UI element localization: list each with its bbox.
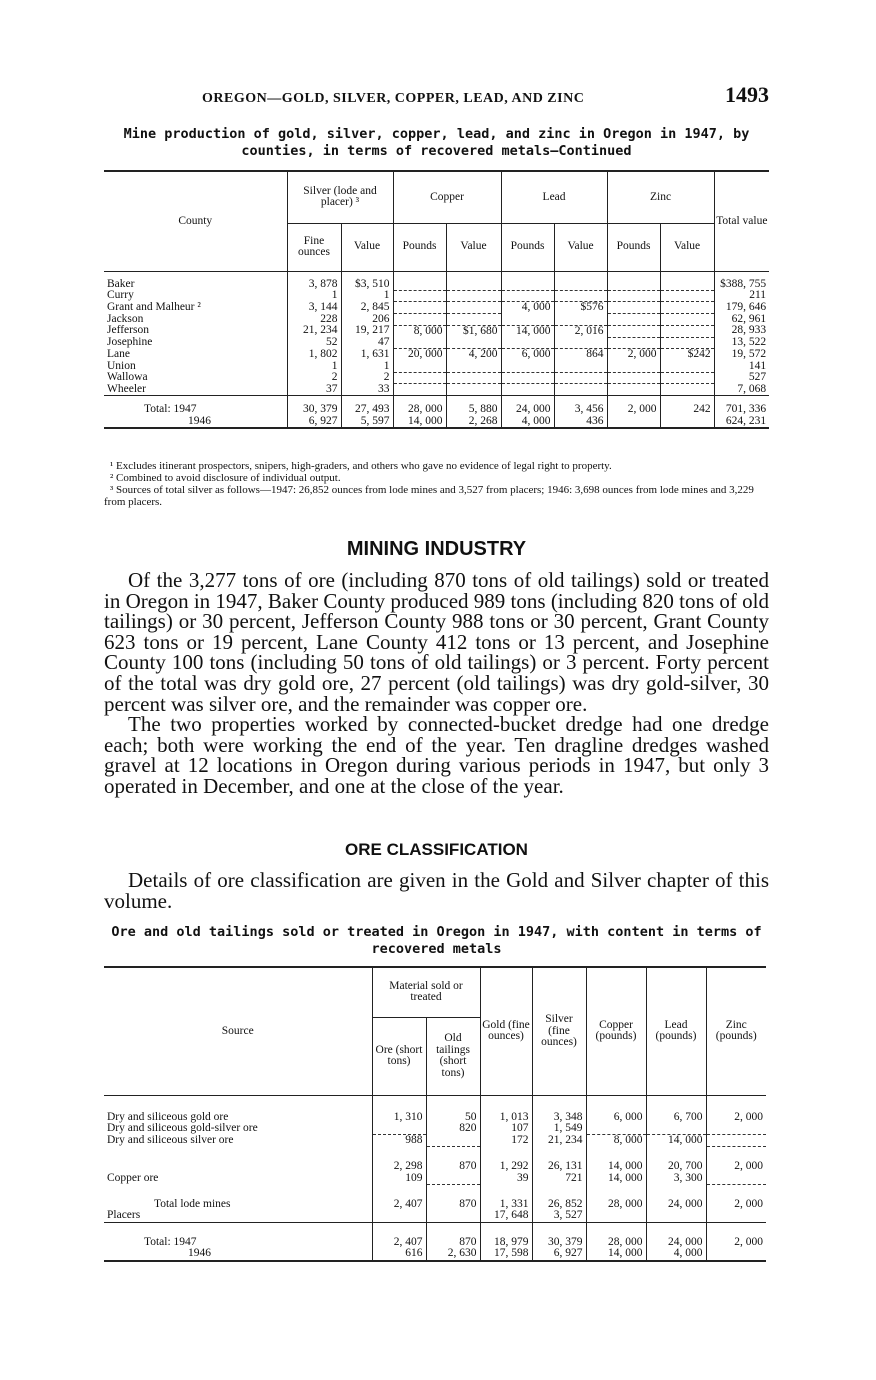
table-cell: 20, 000 [393,349,446,361]
table-cell: 2, 016 [554,325,607,337]
table-cell: 1, 013 [480,1095,532,1123]
table-cell: 1, 631 [341,349,393,361]
table-cell [446,361,501,373]
table-cell: 179, 646 [714,302,769,314]
table-cell: 701, 336 [714,396,769,416]
table-cell [554,384,607,396]
table-row [104,314,769,326]
table-cell [501,314,554,326]
table-cell [660,325,714,337]
table-cell [446,372,501,384]
table-cell: 3, 527 [532,1210,586,1222]
table-cell: $576 [554,302,607,314]
table-cell: $1, 680 [446,325,501,337]
footnote-3: ³ Sources of total silver as follows—1947: 26,852 ounces from lode mines and 3,527 from placers; 1946: 3,698 ounces from lode mines and 3,229 from placers. [104,484,754,508]
table-cell: 228 [287,314,341,326]
table-cell: 206 [341,314,393,326]
table-row [104,302,769,314]
table-cell: 24, 000 [501,396,554,416]
table-cell: 5, 880 [446,396,501,416]
table-cell: 20, 700 [646,1147,706,1173]
table-cell: 18, 979 [480,1222,532,1248]
table-row [104,325,769,337]
table-cell [660,271,714,290]
county-production-table [104,170,769,429]
zinc-header: Zinc [607,171,714,223]
table-cell [646,1123,706,1135]
county-name: Jefferson [107,325,149,337]
table-row [104,1135,766,1147]
table-cell: 1 [341,361,393,373]
table-cell: 8, 000 [393,325,446,337]
table-cell [393,290,446,302]
table-cell: 17, 648 [480,1210,532,1222]
source-rows [104,1095,766,1261]
source-name: Total lode mines [154,1197,231,1210]
table-cell: 62, 961 [714,314,769,326]
table-cell [706,1248,766,1261]
table-cell: 6, 000 [586,1095,646,1123]
table-cell: 4, 000 [646,1248,706,1261]
table2-title-line2: recovered metals [371,941,502,957]
table-cell: 2, 000 [706,1184,766,1210]
table-cell: 2, 407 [372,1222,426,1248]
table-cell [607,290,660,302]
table-cell [446,314,501,326]
table-cell [446,290,501,302]
source-name: Dry and siliceous gold ore [107,1110,229,1123]
table-cell: 2 [287,372,341,384]
table-cell: 28, 000 [586,1184,646,1210]
copper-header: Copper (pounds) [586,967,646,1095]
table-cell: 2, 268 [446,416,501,429]
table-cell [393,314,446,326]
county-name: Wallowa [107,372,148,383]
table-cell: 24, 000 [646,1184,706,1210]
table2-title-line1: Ore and old tailings sold or treated in Oregon in 1947, with content in terms of [111,924,762,940]
table-cell: 3, 144 [287,302,341,314]
table-cell: 1, 292 [480,1147,532,1173]
county-rows [104,271,769,428]
table-cell [607,384,660,396]
table-cell: 47 [341,337,393,349]
table-cell: 2, 298 [372,1147,426,1173]
table-cell: 4, 200 [446,349,501,361]
table-cell: 2, 000 [706,1222,766,1248]
total-row [104,1248,766,1261]
ore-header: Ore (short tons) [372,1017,426,1095]
footnote-2: ² Combined to avoid disclosure of individual output. [110,472,341,484]
table-cell: 7, 068 [714,384,769,396]
table-cell: $3, 510 [341,271,393,290]
table-cell: 1, 802 [287,349,341,361]
table-cell [554,271,607,290]
zinc-value-header: Value [660,223,714,271]
table-cell [393,271,446,290]
mining-industry-heading: MINING INDUSTRY [346,538,527,560]
table-cell: 52 [287,337,341,349]
footnotes [104,460,769,508]
source-header: Source [104,967,372,1095]
table-cell [706,1173,766,1185]
table-row [104,384,769,396]
lead-pounds-header: Pounds [501,223,554,271]
table-cell: 8, 000 [586,1135,646,1147]
table-cell: 3, 348 [532,1095,586,1123]
table-cell: 33 [341,384,393,396]
lead-value-header: Value [554,223,607,271]
source-name: Dry and siliceous silver ore [107,1134,234,1146]
table-cell [426,1135,480,1147]
table-cell: 988 [372,1135,426,1147]
footnote-1: ¹ Excludes itinerant prospectors, snipers, high-graders, and others who gave no evidence of legal right to property. [110,460,612,472]
table-cell [372,1210,426,1222]
table-cell: 3, 456 [554,396,607,416]
table-cell [586,1210,646,1222]
table-row [104,271,769,290]
table-row [104,1095,766,1123]
table-cell: 870 [426,1184,480,1210]
table-cell: 2, 000 [706,1147,766,1173]
source-name: Dry and siliceous gold-silver ore [107,1123,258,1134]
table-cell [554,372,607,384]
source-name [104,1147,372,1173]
county-name: 1946 [188,415,211,427]
table-cell [393,384,446,396]
ore-classification-text [104,870,769,911]
table-cell [501,290,554,302]
copper-pounds-header: Pounds [393,223,446,271]
county-name: Wheeler [107,383,146,395]
county-name: Union [107,360,136,372]
table-cell [660,290,714,302]
table-cell [706,1123,766,1135]
table-cell: 864 [554,349,607,361]
table-cell: $388, 755 [714,271,769,290]
table-cell [660,302,714,314]
table-cell [607,416,660,429]
county-name: Josephine [107,337,153,348]
lead-header: Lead [501,171,607,223]
source-name: Placers [107,1210,141,1221]
copper-header: Copper [393,171,501,223]
mining-paragraph-1: Of the 3,277 tons of ore (including 870 tons of old tailings) sold or treated in Oregon in 1947, Baker County produced 989 tons (including 820 tons of old tailings) or 30 percent, Jefferson County 988 tons or 30 percent, Grant County 623 tons or 19 percent, Lane County 412 tons or 13 percent, and Josephine County 100 tons (including 50 tons of old tailings) or 3 percent. Forty percent of the total was dry gold ore, 27 percent (old tailings) was dry gold-silver, 30 percent was silver ore, and the remainder was copper ore. [104,568,769,716]
table-cell: 28, 000 [586,1222,646,1248]
table-row [104,1173,766,1185]
silver-fine-ounces-header: Fine ounces [287,223,341,271]
table-cell: 1 [341,290,393,302]
table-cell: 26, 131 [532,1147,586,1173]
table-cell: 436 [554,416,607,429]
county-header: County [104,171,287,271]
table-row [104,337,769,349]
table-cell [446,384,501,396]
silver-header: Silver (fine ounces) [532,967,586,1095]
table-cell: 27, 493 [341,396,393,416]
table-cell: 2, 407 [372,1184,426,1210]
table-cell [607,302,660,314]
ore-classification-paragraph: Details of ore classification are given in the Gold and Silver chapter of this volume. [104,868,769,913]
zinc-pounds-header: Pounds [607,223,660,271]
total-row [104,416,769,429]
total-value-header: Total value [714,171,769,271]
table-cell [706,1210,766,1222]
total-row [104,1222,766,1248]
table-cell: 141 [714,361,769,373]
county-name: Baker [107,277,135,290]
table-cell: 50 [426,1095,480,1123]
table-cell: 721 [532,1173,586,1185]
table-cell [446,302,501,314]
table-cell: 6, 927 [287,416,341,429]
table1-title-line1: Mine production of gold, silver, copper, lead, and zinc in Oregon in 1947, by [123,126,750,142]
table-cell: 870 [426,1147,480,1173]
county-name: Jackson [107,313,144,325]
table-cell [393,337,446,349]
old-tailings-header: Old tailings (short tons) [426,1017,480,1095]
table-cell [660,416,714,429]
table2-title [104,924,769,958]
silver-header: Silver (lode and placer) ³ [287,171,393,223]
ore-tailings-table [104,966,766,1262]
table-row [104,349,769,361]
county-name: Grant and Malheur ² [107,301,201,313]
table-cell: 21, 234 [532,1135,586,1147]
table-cell [501,271,554,290]
table-cell [372,1123,426,1135]
table-row [104,361,769,373]
table-cell [426,1173,480,1185]
table-cell: 616 [372,1248,426,1261]
running-head [104,82,769,112]
table-cell [393,361,446,373]
table-cell: 17, 598 [480,1248,532,1261]
table-cell: 109 [372,1173,426,1185]
table-cell: 6, 700 [646,1095,706,1123]
source-name: Copper ore [107,1172,159,1184]
table-cell: 2, 000 [706,1095,766,1123]
table-row [104,372,769,384]
table-cell: 26, 852 [532,1184,586,1210]
running-title: OREGON—GOLD, SILVER, COPPER, LEAD, AND ZINC [202,91,585,106]
table-cell: $242 [660,349,714,361]
table-cell: 4, 000 [501,416,554,429]
page-number: 1493 [725,82,769,107]
table-cell: 6, 000 [501,349,554,361]
table-cell: 4, 000 [501,302,554,314]
table-cell: 1, 331 [480,1184,532,1210]
copper-value-header: Value [446,223,501,271]
table-cell: 172 [480,1135,532,1147]
table-cell: 5, 597 [341,416,393,429]
table-cell: 28, 933 [714,325,769,337]
table-cell [607,325,660,337]
table-cell: 19, 572 [714,349,769,361]
table-cell: 107 [480,1123,532,1135]
table1-title-line2: counties, in terms of recovered metals—Continued [241,143,632,159]
table-cell [586,1123,646,1135]
table-row [104,290,769,302]
table-cell: 527 [714,372,769,384]
table-cell: 624, 231 [714,416,769,429]
table-cell: 37 [287,384,341,396]
gold-header: Gold (fine ounces) [480,967,532,1095]
table1-title [104,126,769,160]
table-cell [607,314,660,326]
table-cell: 24, 000 [646,1222,706,1248]
table-cell [501,384,554,396]
table-cell [426,1210,480,1222]
county-name: Curry [107,290,134,301]
county-name: Lane [107,348,130,360]
table-cell: 242 [660,396,714,416]
table-cell [501,337,554,349]
table-cell: 2, 630 [426,1248,480,1261]
mining-paragraph-2: The two properties worked by connected-bucket dredge had one dredge each; both were working the end of the year. Ten dragline dredges washed gravel at 12 locations in Oregon during various periods in 1947, but only 3 operated in December, and one at the close of the year. [104,712,769,798]
table-cell: 2, 845 [341,302,393,314]
county-name: Total: 1947 [144,403,197,415]
table-cell: 6, 927 [532,1248,586,1261]
table-cell: 14, 000 [646,1135,706,1147]
table-cell: 1, 310 [372,1095,426,1123]
table-cell [607,337,660,349]
source-name: 1946 [188,1248,211,1259]
lead-header: Lead (pounds) [646,967,706,1095]
table-cell: 14, 000 [393,416,446,429]
silver-value-header: Value [341,223,393,271]
table-cell [501,361,554,373]
table-cell: 1 [287,361,341,373]
table-cell: 30, 379 [532,1222,586,1248]
table-cell [706,1135,766,1147]
table-row [104,1123,766,1135]
table-cell: 3, 878 [287,271,341,290]
table-cell [554,361,607,373]
table-cell: 2, 000 [607,396,660,416]
table-cell: 30, 379 [287,396,341,416]
table-cell: 14, 000 [586,1147,646,1173]
table-cell: 39 [480,1173,532,1185]
table-cell [660,384,714,396]
table-cell: 28, 000 [393,396,446,416]
table-cell [393,372,446,384]
table-cell: 21, 234 [287,325,341,337]
table-row [104,1184,766,1210]
table-cell [607,271,660,290]
table-cell [646,1210,706,1222]
total-row [104,396,769,416]
table-cell [607,361,660,373]
table-cell: 211 [714,290,769,302]
table-cell [393,302,446,314]
zinc-header: Zinc (pounds) [706,967,766,1095]
table-cell: 2 [341,372,393,384]
table-cell: 19, 217 [341,325,393,337]
table-cell [554,290,607,302]
table-cell: 14, 000 [586,1248,646,1261]
table-cell [554,314,607,326]
material-header: Material sold or treated [372,967,480,1017]
mining-industry-text [104,570,769,797]
table-cell [660,337,714,349]
table-cell: 3, 300 [646,1173,706,1185]
table-cell [607,372,660,384]
table-row [104,1210,766,1222]
table-cell: 820 [426,1123,480,1135]
table-cell: 1, 549 [532,1123,586,1135]
table-cell: 2, 000 [607,349,660,361]
table-cell: 1 [287,290,341,302]
table-cell: 870 [426,1222,480,1248]
table-cell [554,337,607,349]
table-row [104,1147,766,1173]
table-cell [446,271,501,290]
table-cell: 14, 000 [501,325,554,337]
table-cell: 14, 000 [586,1173,646,1185]
table-cell [660,372,714,384]
ore-classification-heading: ORE CLASSIFICATION [345,840,528,859]
table-cell [660,361,714,373]
source-name: Total: 1947 [144,1235,197,1248]
table-cell [660,314,714,326]
table-cell: 13, 522 [714,337,769,349]
table-cell [446,337,501,349]
table-cell [501,372,554,384]
